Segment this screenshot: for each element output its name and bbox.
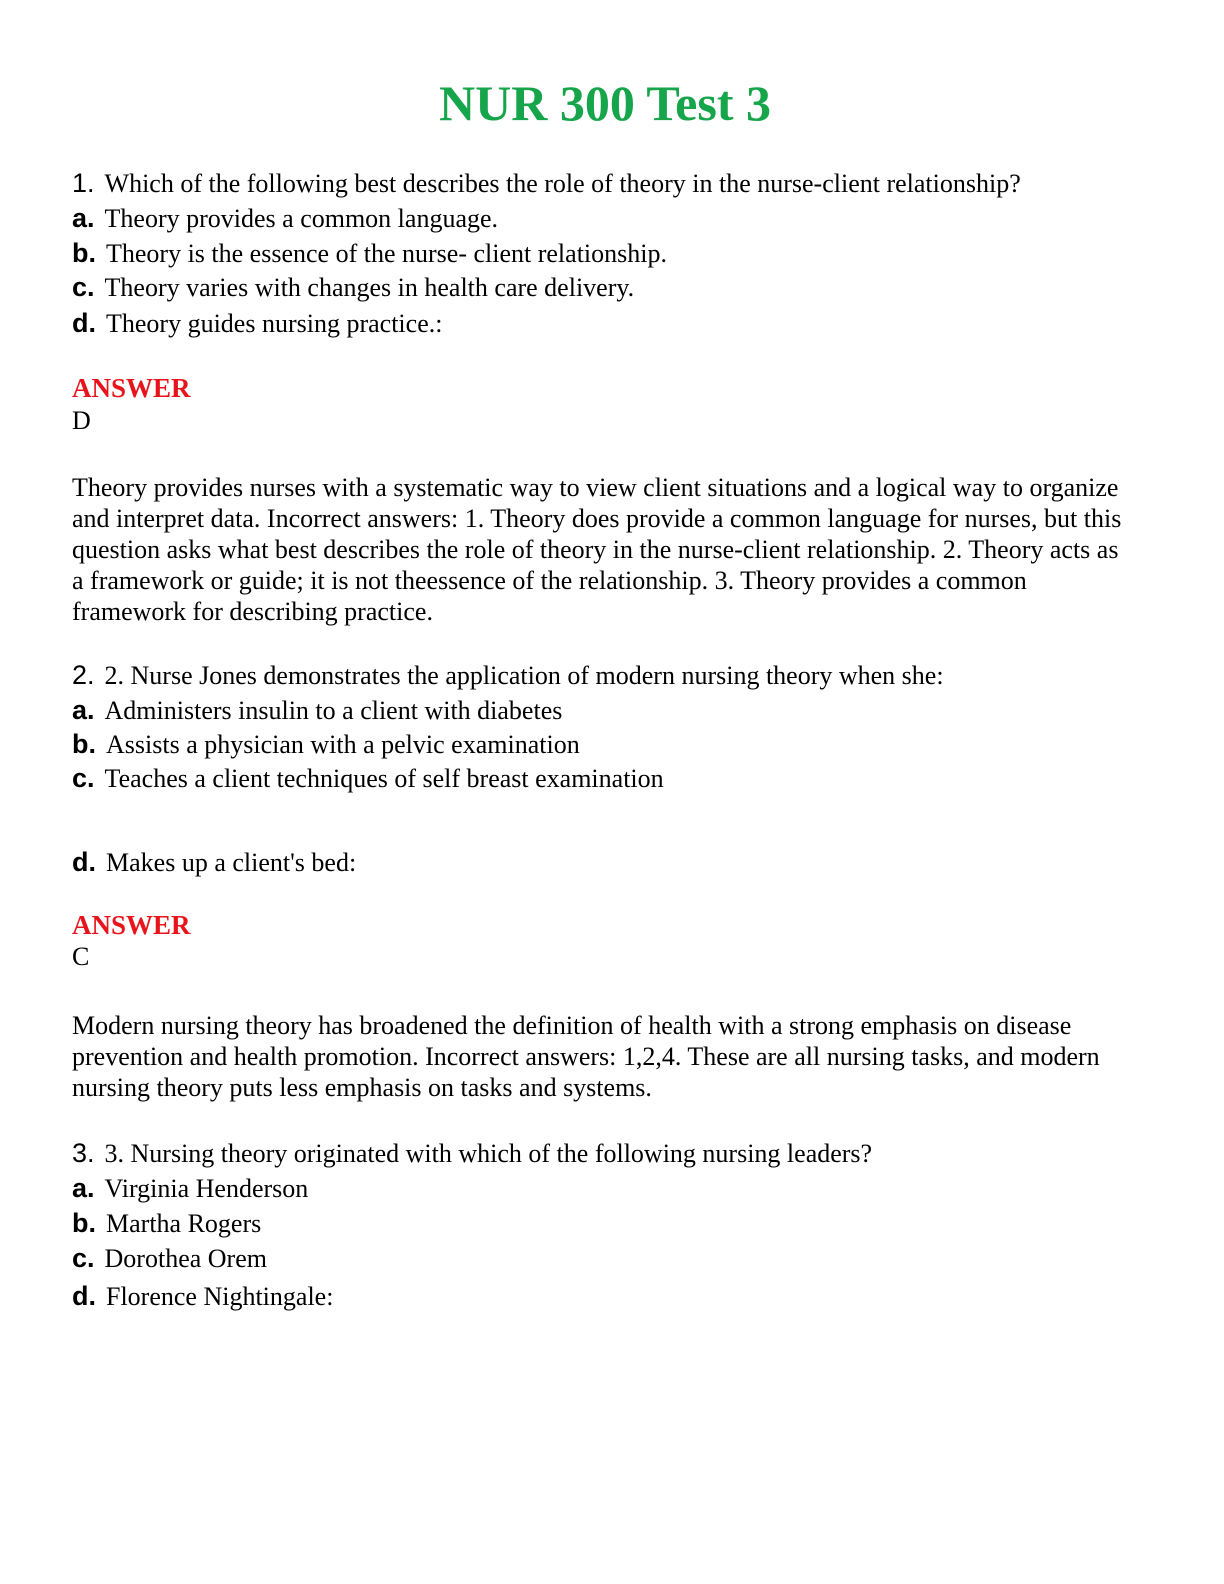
page-title: NUR 300 Test 3 [439, 75, 771, 131]
option-text: Martha Rogers [106, 1209, 262, 1238]
question-2-option-d [72, 847, 356, 878]
question-text: Which of the following best describes the role of theory in the nurse-client relationship? [104, 169, 1021, 198]
option-text: Virginia Henderson [104, 1174, 309, 1203]
question-1-option-a [72, 203, 498, 234]
question-2-option-a [72, 695, 562, 726]
option-label: a. [72, 203, 95, 233]
option-label: b. [72, 1208, 96, 1238]
option-text: Theory is the essence of the nurse- client relationship. [106, 239, 667, 268]
answer-value: D [72, 406, 91, 435]
question-1-option-b [72, 238, 667, 269]
question-number: 3. [72, 1138, 95, 1168]
option-text: Teaches a client techniques of self breast examination [104, 764, 664, 793]
option-label: d. [72, 847, 96, 877]
question-2-option-c [72, 763, 664, 794]
question-3-option-d [72, 1281, 333, 1312]
option-text: Dorothea Orem [104, 1244, 267, 1273]
question-3-option-c [72, 1243, 267, 1274]
question-2-option-b [72, 729, 580, 760]
answer-explanation: Theory provides nurses with a systematic way to view client situations and a logical way to organize and interpret data. Incorrect answers: 1. Theory does provide a common language for nurses, but this question asks what best describes the role of theory in the nurse-client relationship. 2. Theory acts as a framework or guide; it is not theessence of the relationship. 3. Theory provides a common framework for describing practice. [72, 473, 1122, 626]
option-label: d. [72, 1281, 96, 1311]
question-text: 2. Nurse Jones demonstrates the application of modern nursing theory when she: [104, 661, 944, 690]
question-2-stem [72, 660, 944, 691]
question-1-option-d [72, 308, 442, 339]
question-3-stem [72, 1138, 872, 1169]
answer-heading: ANSWER [72, 910, 191, 940]
option-text: Theory provides a common language. [104, 204, 499, 233]
question-1-stem [72, 168, 1021, 199]
question-3-option-a [72, 1173, 308, 1204]
option-label: c. [72, 1243, 95, 1273]
question-3-option-b [72, 1208, 261, 1239]
option-label: b. [72, 238, 96, 268]
option-label: a. [72, 1173, 95, 1203]
option-label: c. [72, 272, 95, 302]
answer-explanation: Modern nursing theory has broadened the definition of health with a strong emphasis on disease prevention and health promotion. Incorrect answers: 1,2,4. These are all nursing tasks, and modern nursing theory puts less emphasis on tasks and systems. [72, 1011, 1100, 1102]
option-label: d. [72, 308, 96, 338]
question-number: 1. [72, 168, 95, 198]
option-text: Florence Nightingale: [106, 1282, 334, 1311]
answer-heading: ANSWER [72, 373, 191, 403]
option-text: Theory guides nursing practice.: [106, 309, 443, 338]
option-text: Administers insulin to a client with diabetes [104, 696, 563, 725]
question-1-option-c [72, 272, 634, 303]
option-label: a. [72, 695, 95, 725]
question-text: 3. Nursing theory originated with which of the following nursing leaders? [104, 1139, 873, 1168]
option-text: Assists a physician with a pelvic examination [106, 730, 580, 759]
option-label: b. [72, 729, 96, 759]
answer-value: C [72, 942, 90, 971]
option-text: Makes up a client's bed: [106, 848, 357, 877]
question-number: 2. [72, 660, 95, 690]
option-label: c. [72, 763, 95, 793]
option-text: Theory varies with changes in health care delivery. [104, 273, 635, 302]
